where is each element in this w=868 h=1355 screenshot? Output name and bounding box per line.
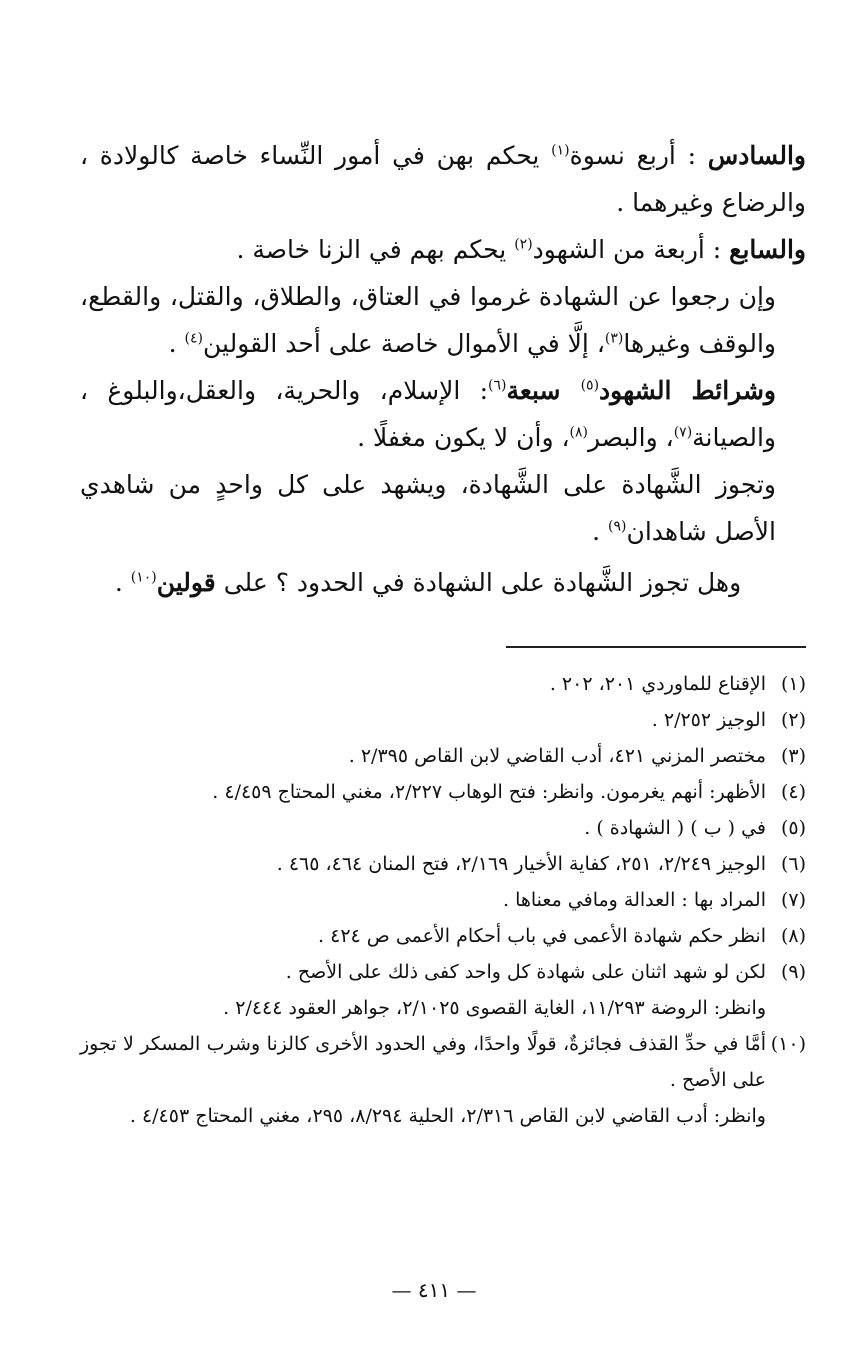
paragraph-text: يحكم بهن في أمور النِّساء خاصة كالولادة ، والرضاع وغيرهما . — [80, 141, 806, 217]
paragraph-seventh — [80, 226, 806, 273]
footnote-item — [80, 738, 806, 774]
footnote-ref[interactable]: (١٠) — [130, 569, 157, 586]
footnote-number: (١٠) — [770, 1033, 806, 1055]
footnote-number: (١) — [780, 673, 806, 695]
footnote-ref[interactable]: (٧) — [673, 424, 693, 441]
footnote-ref[interactable]: (٦) — [488, 377, 507, 394]
footnote-ref[interactable]: (٢) — [514, 236, 533, 253]
footnote-reference-line: وانظر: الروضة ١١/٢٩٣، الغاية القصوى ٢/١٠٢٥، جواهر العقود ٢/٤٤٤ . — [223, 997, 766, 1019]
paragraph-text: ، إلَّا في الأموال خاصة على أحد القولين — [203, 329, 605, 358]
footnote-number: (٦) — [780, 853, 806, 875]
footnote-ref[interactable]: (٨) — [569, 424, 589, 441]
footnote-item — [80, 702, 806, 738]
paragraph-retraction — [80, 273, 806, 367]
footnote-number: (٧) — [780, 889, 806, 911]
paragraph-heading: سبعة — [506, 376, 581, 405]
paragraph-testimony-on-testimony — [80, 461, 806, 555]
paragraph-heading: قولين — [156, 568, 216, 597]
footnote-item — [80, 846, 806, 882]
paragraph-text: : أربع نسوة — [569, 141, 708, 170]
footnote-text: لكن لو شهد اثنان على شهادة كل واحد كفى ذلك على الأصح . — [285, 961, 766, 983]
footnote-number: (٢) — [780, 709, 806, 731]
footnote-reference-line: وانظر: أدب القاضي لابن القاص ٢/٣١٦، الحلية ٨/٢٩٤، ٢٩٥، مغني المحتاج ٤/٤٥٣ . — [129, 1105, 766, 1127]
footnote-text: انظر حكم شهادة الأعمى في باب أحكام الأعمى ص ٤٢٤ . — [318, 925, 766, 947]
paragraph-hudud-question — [80, 555, 806, 606]
main-text — [80, 132, 806, 606]
footnote-ref[interactable]: (٩) — [608, 518, 627, 535]
paragraph-text: . — [592, 517, 609, 546]
footnote-item — [80, 1026, 806, 1098]
footnote-item — [80, 882, 806, 918]
footnote-text: أمَّا في حدِّ القذف فجائزةٌ، قولًا واحدًا، وفي الحدود الأخرى كالزنا وشرب المسكر لا تجوز على الأصح . — [80, 1033, 766, 1091]
footnote-text: مختصر المزني ٤٢١، أدب القاضي لابن القاص ٢/٣٩٥ . — [348, 745, 766, 767]
footnote-number: (٥) — [780, 817, 806, 839]
footnote-number: (٩) — [780, 961, 806, 983]
paragraph-text: وتجوز الشَّهادة على الشَّهادة، ويشهد على كل واحدٍ من شاهدي الأصل شاهدان — [80, 470, 776, 546]
footnote-ref[interactable]: (١) — [551, 142, 570, 159]
footnote-item — [80, 954, 806, 990]
footnote-number: (٣) — [780, 745, 806, 767]
footnote-text: المراد بها : العدالة ومافي معناها . — [503, 889, 766, 911]
paragraph-text: : الإسلام، والحرية، والعقل،والبلوغ ، والصيانة — [80, 376, 776, 452]
footnote-ref[interactable]: (٣) — [604, 330, 624, 347]
paragraph-sixth — [80, 132, 806, 226]
paragraph-heading: وشرائط الشهود — [599, 376, 776, 405]
footnote-number: (٤) — [780, 781, 806, 803]
footnote-text: الإقناع للماوردي ٢٠١، ٢٠٢ . — [549, 673, 766, 695]
footnote-text: في ( ب ) ( الشهادة ) . — [584, 817, 766, 839]
paragraph-text: : أربعة من الشهود — [532, 235, 730, 264]
paragraph-heading: والسادس — [707, 141, 806, 170]
paragraph-text: وإن رجعوا عن الشهادة غرموا في العتاق، والطلاق، والقتل، والقطع، والوقف وغيرها — [80, 282, 776, 358]
footnote-item — [80, 918, 806, 954]
paragraph-heading: والسابع — [729, 235, 806, 264]
footnote-item — [80, 666, 806, 702]
footnote-number: (٨) — [780, 925, 806, 947]
footnote-divider — [506, 646, 806, 648]
footnote-item — [80, 810, 806, 846]
footnote-item — [80, 774, 806, 810]
paragraph-text: ، وأن لا يكون مغفلًا . — [357, 423, 570, 452]
paragraph-text: . — [114, 568, 131, 597]
page-number: — ٤١١ — — [391, 1278, 477, 1302]
paragraph-text: يحكم بهم في الزنا خاصة . — [236, 235, 515, 264]
footnotes-section — [80, 666, 806, 1134]
footnote-text: الأظهر: أنهم يغرمون. وانظر: فتح الوهاب ٢/٢٢٧، مغني المحتاج ٤/٤٥٩ . — [212, 781, 766, 803]
paragraph-text: وهل تجوز الشَّهادة على الشهادة في الحدود ؟ على — [215, 568, 742, 597]
footnote-ref[interactable]: (٥) — [580, 377, 600, 394]
footnote-ref[interactable]: (٤) — [184, 330, 204, 347]
paragraph-conditions — [80, 367, 806, 461]
paragraph-text: ، والبصر — [588, 423, 674, 452]
footnote-text: الوجيز ٢/٢٥٢ . — [651, 709, 766, 731]
footnote-text: الوجيز ٢/٢٤٩، ٢٥١، كفاية الأخيار ٢/١٦٩، فتح المنان ٤٦٤، ٤٦٥ . — [276, 853, 766, 875]
paragraph-text: . — [168, 329, 185, 358]
